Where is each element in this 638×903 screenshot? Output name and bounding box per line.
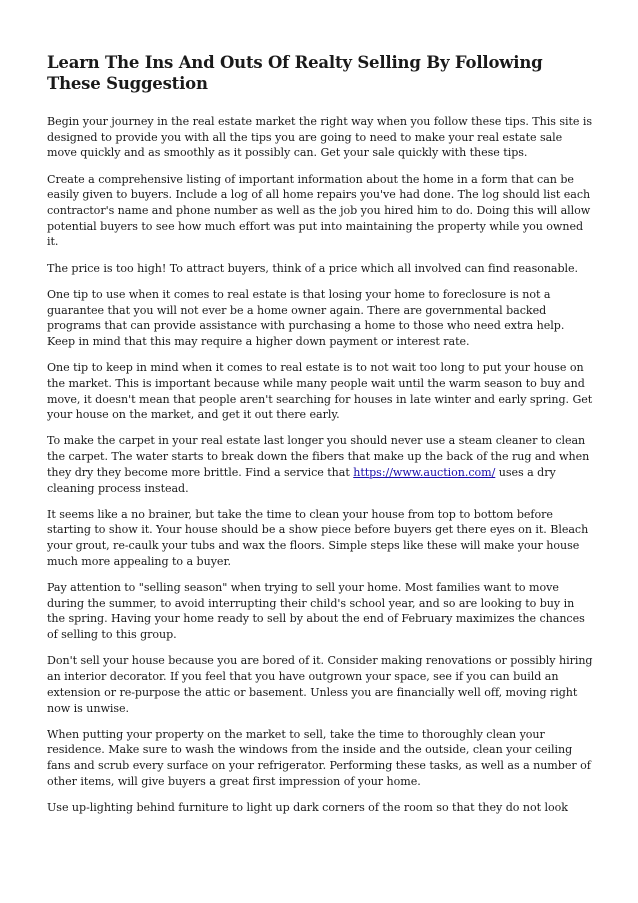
- paragraph-listing-info: Create a comprehensive listing of important information about the home in a form that can be easily given to buyers. Include a log of all home repairs you've had done. The log should list each contractor's name and phone number as well as the job you hired him to do. Doing this will allow potential buyers to see how much effort was put into maintaining the property while you owned it.: [47, 172, 591, 249]
- paragraph-cleaning: It seems like a no brainer, but take the time to clean your house from top to bottom before starting to show it. Your house should be a show piece before buyers get there eyes on it. Bleach your grout, re-caulk your tubs and wax the floors. Simple steps like these will make your house much more appealing to a buyer.: [47, 507, 589, 568]
- paragraph-carpet-text-after: uses a dry cleaning process instead.: [47, 465, 556, 495]
- paragraph-thorough-clean: When putting your property on the market to sell, take the time to thoroughly clean your residence. Make sure to wash the windows from the inside and the outside, clean your ceiling fans and scrub every surface on your refrigerator. Performing these tasks, as well as a number of other items, will give buyers a great first impression of your home.: [47, 727, 591, 788]
- document-page: [47, 0, 595, 903]
- auction-link[interactable]: https://www.auction.com/: [353, 465, 496, 479]
- paragraph-price: The price is too high! To attract buyers, think of a price which all involved can find reasonable.: [47, 261, 579, 275]
- paragraph-carpet: [47, 433, 595, 496]
- paragraph-bored: Don't sell your house because you are bored of it. Consider making renovations or possibly hiring an interior decorator. If you feel that you have outgrown your space, see if you can build an extension or re-purpose the attic or basement. Unless you are financially well off, moving right now is unwise.: [47, 654, 593, 715]
- paragraph-selling-season: Pay attention to "selling season" when trying to sell your home. Most families want to move during the summer, to avoid interrupting their child's school year, and so are looking to buy in the spring. Having your home ready to sell by about the end of February maximizes the chances of selling to this group.: [47, 581, 585, 642]
- paragraph-intro: Begin your journey in the real estate market the right way when you follow these tips. This site is designed to provide you with all the tips you are going to need to make your real estate sale move quickly and as smoothly as it possibly can. Get your sale quickly with these tips.: [47, 115, 593, 160]
- paragraph-up-lighting: Use up-lighting behind furniture to light up dark corners of the room so that they do not look: [47, 801, 568, 815]
- paragraph-market-timing: One tip to keep in mind when it comes to real estate is to not wait too long to put your house on the market. This is important because while many people wait until the warm season to buy and move, it doesn't mean that people aren't searching for houses in late winter and early spring. Get your house on the market, and get it out there early.: [47, 361, 593, 422]
- article-body: [47, 114, 595, 816]
- paragraph-carpet-text-before: To make the carpet in your real estate last longer you should never use a steam cleaner to clean the carpet. The water starts to break down the fibers that make up the back of the rug and when they dry they become more brittle. Find a service that: [47, 434, 590, 479]
- paragraph-foreclosure: One tip to use when it comes to real estate is that losing your home to foreclosure is not a guarantee that you will not ever be a home owner again. There are governmental backed programs that can provide assistance with purchasing a home to those who need extra help. Keep in mind that this may require a higher down payment or interest rate.: [47, 287, 565, 348]
- page-title: Learn The Ins And Outs Of Realty Selling By Following These Suggestion: [47, 53, 543, 93]
